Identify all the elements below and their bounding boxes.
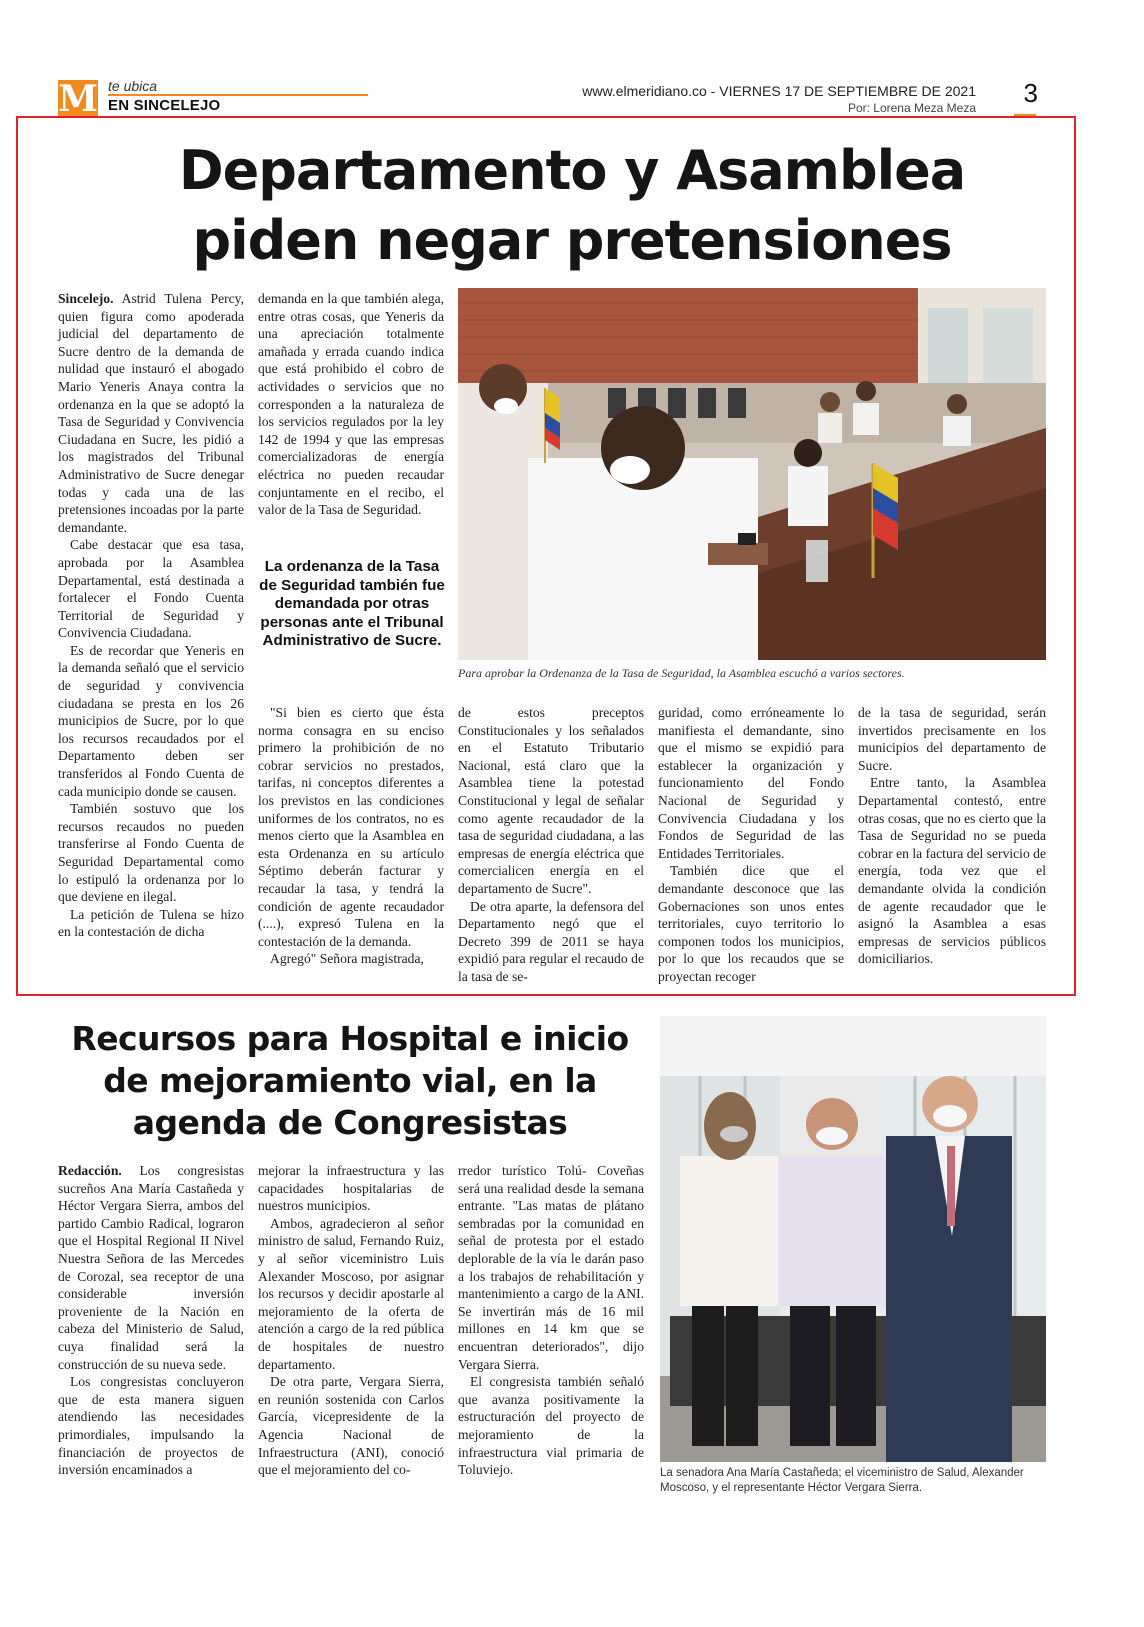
article1-paragraph: Agregó" Señora magistrada, [270,951,424,967]
article2-headline-line1: Recursos para Hospital e inicio [71,1019,629,1058]
article2-dateline: Redacción. [58,1163,122,1178]
newspaper-logo: M [58,78,98,120]
article1-pullquote: La ordenanza de la Tasa de Seguridad también fue demandada por otras personas ante el Tribunal Administrativo de Sucre. [259,558,445,649]
article1-paragraph: Entre tanto, la Asamblea Departamental contestó, entre otras cosas, que no es cierto que la Tasa de Seguridad no se pueda cobrar en la factura del servicio de energía, toda vez que el demandante olvida la condición de agente recaudador que le asignó la Asamblea a esas empresas de servicios públicos domiciliarios. [858,775,1046,967]
article2-headline [40,1018,660,1144]
article1-headline-line2: piden negar pretensiones [192,209,952,272]
article2-photo-congresistas [660,1016,1046,1462]
section-tagline: te ubica [108,78,158,94]
article1-paragraph: guridad, como erróneamente lo manifiesta el demandante, sino que el mismo se expidió para establecer la organización y funcionamiento del Fondo Nacional de Seguridad y Convivencia Ciudadana y los Fondos de Seguridad de las Entidades Territoriales. [658,705,844,861]
article1-photo-assembly-meeting [458,288,1046,660]
article1-column-1 [58,290,244,941]
article1-photo-caption: Para aprobar la Ordenanza de la Tasa de Seguridad, la Asamblea escuchó a varios sectores. [458,666,905,680]
article2-paragraph: De otra parte, Vergara Sierra, en reunión sostenida con Carlos García, vicepresidente de la Agencia Nacional de Infraestructura (ANI), conoció que el mejoramiento del co- [258,1374,444,1478]
article1-paragraph: Sincelejo. Astrid Tulena Percy, quien figura como apoderada judicial del departamento de Sucre dentro de la demanda de nulidad que instauró el abogado Mario Yeneris Anaya contra la ordenanza en la que se adoptó la Tasa de Seguridad y Convivencia Ciudadana en Sucre, les pidió a los magistrados del Tribunal Administrativo de Sucre denegar todas y cada una de las pretensiones incoadas por la parte demandante. [58,291,244,535]
article2-paragraph: rredor turístico Tolú- Coveñas será una realidad desde la semana entrante. "Las matas de plátano sembradas por la comunidad en señal de protesta por el estado deplorable de la vía le darán paso a los trabajos de rehabilitación y mantenimiento a cargo de la ANI. Se invertirán más de 16 mil millones en 14 km que se encuentran deteriorados", dijo Vergara Sierra. [458,1163,644,1372]
article1-paragraph: También dice que el demandante desconoce que las Gobernaciones son unos entes territoriales, cuyo territorio lo componen todos los municipios, por lo que los recaudos que se proyectan recoger [658,863,844,984]
article1-column-4 [658,704,844,986]
article1-paragraph: "Si bien es cierto que ésta norma consagra en su enciso primero la prohibición de no cobrar servicios no prestados, tarifas, ni conceptos diferentes a los previstos en las condiciones uniformes de los contratos, no es menos cierto que la Asamblea en esta Ordenanza en su artículo Séptimo deberán facturar y recaudar la tasa, y tendrá la condición de agente recaudador (....), expresó Tulena en la contestación de la demanda. [258,705,444,949]
article1-column-2-top [258,290,444,519]
page-number: 3 [1023,78,1038,108]
article2-paragraph: Ambos, agradecieron al señor ministro de salud, Fernando Ruiz, y al señor viceministro Luis Alexander Moscoso, por asignar los recursos y decidir apostarle al mejoramiento de la oferta de atención a cargo de la red pública de hospitales de nuestro departamento. [258,1215,444,1372]
site-and-date: www.elmeridiano.co - VIERNES 17 DE SEPTIEMBRE DE 2021 [582,83,976,99]
article2-column-1 [58,1162,244,1479]
article2-column-2 [258,1162,444,1479]
article1-paragraph: De otra aparte, la defensora del Departamento negó que el Decreto 399 de 2011 se haya expidió para regular el recaudo de la tasa de se- [458,898,644,984]
article1-headline-line1: Departamento y Asamblea [178,139,966,202]
article1-paragraph: También sostuvo que los recursos recaudos no pueden transferirse al Fondo Cuenta de Seguridad Departamental como lo estipuló la ordenanza por lo que deviene en ilegal. [58,801,244,905]
article2-paragraph: mejorar la infraestructura y las capacidades hospitalarias de nuestros municipios. [258,1163,444,1214]
article2-headline-line2: de mejoramiento vial, en la [103,1061,597,1100]
header-divider [108,94,368,96]
article1-paragraph: Es de recordar que Yeneris en la demanda señaló que el servicio de seguridad y convivencia ciudadana se presta en los 26 municipios de Sucre, por lo que los recursos recaudados por el Departamento deben ser transferidos al Fondo Cuenta de cada municipio donde se causen. [58,642,244,799]
article1-column-2-bottom [258,704,444,968]
article1-paragraph: de la tasa de seguridad, serán invertidos precisamente en los municipios del departamento de Sucre. [858,705,1046,773]
byline: Por: Lorena Meza Meza [847,101,976,115]
article1-paragraph: de estos preceptos Constitucionales y los señalados en el Estatuto Tributario Nacional, está claro que la Asamblea tiene la potestad Constitucional y legal de señalar como agente recaudador de la tasa de seguridad ciudadana, a las empresas de energía eléctrica que comercialicen energía en el departamento de Sucre". [458,705,644,896]
article1-paragraph: Cabe destacar que esa tasa, aprobada por la Asamblea Departamental, está destinada a fortalecer el Fondo Cuenta Territorial de Seguridad y Convivencia Ciudadana. [58,537,244,641]
article2-paragraph: Los congresistas concluyeron que de esta manera siguen atendiendo las necesidades primordiales, impulsando la financiación de proyectos de inversión encaminados a [58,1374,244,1478]
section-name: EN SINCELEJO [108,97,221,114]
article1-paragraph: demanda en la que también alega, entre otras cosas, que Yeneris da una apreciación totalmente amañada y errada cuando indica que está prohibido el cobro de actividades o servicios que no corresponden a la naturaleza de los servicios regulados por la ley 142 de 1994 y que las empresas comercializadoras de energía eléctrica no pueden recaudar conjuntamente en el recibo, el valor de la Tasa de Seguridad. [258,291,444,518]
article2-photo-caption: La senadora Ana María Castañeda; el viceministro de Salud, Alexander Moscoso, y el representante Héctor Vergara Sierra. [660,1467,1024,1494]
article1-dateline: Sincelejo. [58,291,114,306]
masthead [58,78,1058,118]
article2-paragraph: Redacción. Los congresistas sucreños Ana María Castañeda y Héctor Vergara Sierra, ambos del partido Cambio Radical, lograron que el Hospital Regional II Nivel Nuestra Señora de las Mercedes de Corozal, sea receptor de una considerable inversión proveniente de la Nación en cabeza del Ministerio de Salud, cuya finalidad será la construcción de su nueva sede. [58,1163,244,1372]
article2-column-3 [458,1162,644,1479]
article1-column-5 [858,704,1046,968]
article2-headline-line3: agenda de Congresistas [132,1103,568,1142]
article2-paragraph: El congresista también señaló que avanza positivamente la estructuración del proyecto de mejoramiento de la infraestructura vial primaria de Toluviejo. [458,1374,644,1478]
article1-headline [30,136,1114,276]
article1-column-3 [458,704,644,986]
article1-paragraph: La petición de Tulena se hizo en la contestación de dicha [58,906,244,940]
